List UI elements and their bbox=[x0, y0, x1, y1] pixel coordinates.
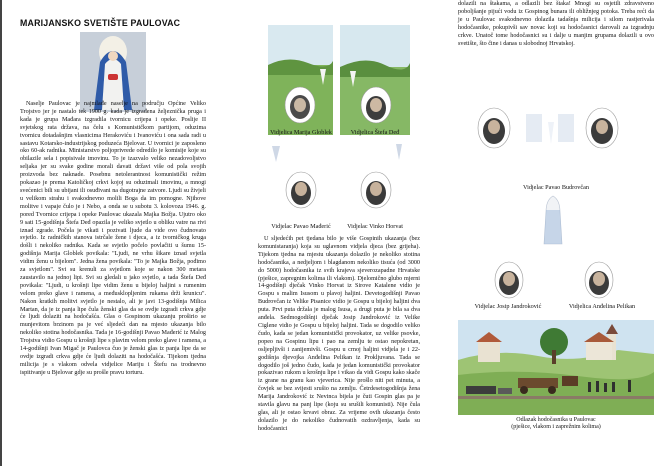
caption-pavao-maderic: Vidjelac Pavao Mađerić bbox=[271, 223, 331, 230]
caption-marija-globlek: Vidjelica Marija Globlek bbox=[270, 129, 332, 136]
caption-andelina-pelikan: Vidjelica Anđelina Pelikan bbox=[568, 303, 636, 310]
pilgrims-paragraph: dolazili na štakama, a odlazili bez štaka! Mnogi su osjetili zdravstveno poboljšanje pijući vodu iz Gospinog bunara ili obližnjeg potoka. Treba reći da je u Paulovac svakodnevno dolazila tadašnja milicija i silom rastjerivala hodočasnike, pokupivši sav novac koji su hodočasnici darovali za izgradnju crkve. Unatoč tome hodočasnici su i dalje u manjim grupama dolazili u ovo svetište, što čine i danas u slobodnoj Hrvatskoj. bbox=[458, 1, 654, 47]
photo-vinko-horvat bbox=[340, 140, 410, 225]
photo-pavao-maderic bbox=[268, 140, 333, 225]
pavao-budrovcan-composite bbox=[462, 100, 648, 186]
caption-painting bbox=[458, 417, 654, 431]
caption-pavao-budrovcan: Vidjelac Pavao Budrovčan bbox=[523, 184, 589, 191]
intro-paragraph: Naselje Paulovac je najmlađe naselje na području Općine Veliko Trojstvo jer je nastalo tek 1900 g. kada je izgrađena željeznička pruga i kada je grupa Mađara izgradila tvornicu crijepa i opeke. Poslije II svjetskog rata država, na čelu s Komunističkom partijom, oduzima tvornicu dotadašnjim vlasnicima Herakoviću i Ivanoviću i ona sada radi u sastavu Kotarsko-industrijskog poduzeća Bjelovar. U tvornici je zaposleno oko 60-ak radnika. Ministarstvo poljoprivrede odredilo je komisije koje su obilazile sela i popisivale imovinu. To je izazvalo veliko nezadovoljstvo seljaka jer su svake godine morali davati državi više od pola svojih proizvoda bez naknade. Posebnu netolerantnost komunistički režim pokazao je prema Katoličkoj crkvi kojoj su oduzimali imovinu, a mnogi svećenici bili su ubijani ili osuđivani na dugotrajne zatvore. Ljudi su živjeli u velikom strahu i svakodnevno molili Boga da im pomogne. Njihove molitve i vapaje čulo je i Nebo, a onda se u subotu 3. kolovoza 1946. g. pored Tvornice crijepa i opeke Paulovac ukazala Majka Božja. Ujutro oko 9 sati 15-godišnja Štefa Deđ opazila je veliko svjetlo u obliku vatre na rivi iznad zgrade. Počela je vikati i pozivati ljude da vide ovo čudnovato svjetlo. Iz radničkih stanova istrčale žene i djeca, a iz tvorničkog kruga došli i nekoliko radnika. Kada se svjetlo počelo povlačiti u šumu 15-godišnja Marija Globlek povikala: "Ljudi, ne vrhu šikare iznad svjetla vidim ženu u bijelom". Jedna žena povikala: "To je Majka Božja, pođimo za svjetlom". Svi su krenuli za svjetlom koje se nakon 300 metara zaustavilo na jednoj lipi. Svi su gledali u jako svjetlo, a tada Štefa Deđ povikala: "Ljudi, u krošnji lipe vidim ženu u bijeloj haljini s rumenim velom preko glave i ramena, a međusklopljenim rukama drži krunicu". Nakon kratkih molitvi svjetlo je nestalo, ali je javi 13-godišnja Milica Martan, da je iz panja lipe čula ženski glas da se ovdje izgradi crkva gdje će ljudi dolaziti na hodočašća. Glas o Gospinom ukazanju proširio se munjevitom brzinom pa je već sljedeći dan na mjesto ukazanja bilo nekoliko stotina hodočasnika. Tada je 16-godišnji Pavao Mađerić iz Malog Trojstva vidio Gospu u krošnji lipe s plavim velom preko glave i ramena, a 14-godišnji Ivan Migač je Paulovca čuo je ženski glas iz panja lipe da se ovdje izgradi crkva gdje će ljudi dolaziti na hodočašća. Tijekom tjedna milicija je s vlakom odvela vidjelice Mariju i Štefu na trodnevno ispitivanje u Bjelovar gdje su prošle pravu torturu. bbox=[20, 101, 206, 376]
photo-stefa-ded bbox=[340, 25, 410, 135]
caption-vinko-horvat: Vidjelac Vinko Horvat bbox=[347, 223, 403, 230]
photo-marija-globlek bbox=[268, 25, 333, 135]
madonna-figure-image bbox=[540, 192, 566, 246]
intro-text-column bbox=[20, 101, 206, 461]
caption-painting-line2: (pješice, vlakom i zaprežnim kolima) bbox=[511, 424, 601, 430]
pilgrims-text-column bbox=[458, 1, 654, 101]
page-left-edge bbox=[0, 0, 2, 466]
pilgrims-painting bbox=[458, 320, 654, 415]
caption-painting-line1: Odlazak hodočasnika u Paulovac bbox=[516, 417, 596, 423]
page-title: MARIJANSKO SVETIŠTE PAULOVAC bbox=[20, 18, 181, 28]
apparitions-text-column bbox=[258, 236, 420, 461]
apparitions-paragraph: U sljedećih pet tjedana bilo je više Gospinih ukazanja (bez komunistaranja) koja su uglavnom vidjela djeca (bez grijeha). Tijekom tjedna na mjestu ukazanja dolazilo je nekoliko stotina hodočasnika, a nedjeljom i blagdanom nekoliko tisuća (od 3000 do 5000) hodočasnika iz svih krajeva sjeverozapadne Hrvatske (pješice, zapregnim kolima ili vlakom). Djelomično glubo mjerni 14-godišnji dječak Vinko Horvat iz Sirove Katalene vidio je Gospu s malim Isusom u plavoj haljini. Devetogodišnji Pavao Budrovčan iz Velike Pisanice vidio je Gospu u bijeloj haljini dva puta. Prvi puta držala je malog Isusa, a drugi puta je bila sa dva anđela. Sedmogodišnji dječak Josip Jandroković iz Velike Ciglene vidio je Gospu u bijeloj haljini. Tada se dogodilo veliko čudo, kada se jedan komunistički provokator, uz velike psovke, popeo na Gospinu lipu i pao na zemlju te ostao nepokretan, osljepljivši i zanijemivši. Gospu u crnoj haljini vidjela je i 22-godišnja djevojka Anđelina Pelikan iz Prokljuvana. Tada se dogodilo još jedno čudo, kada je jedan komunistički provokator pokazivao rukom u krošnju lipe i vikao da vidi Gospu kako skače iz grane na granu kao vjeverica. Nije prošlo niti pet minuta, a čovjek se bez svijesti srušio na zemlju. Četrdesetogodišnja žena Marija Jandroković iz Nevinca bijela je čuti Gospin glas pa je stavila glavu na panj lipe (koju su srušili komunisti). Nije čula glas, ali je ostao krvavi obraz. Za vrijeme ovih ukazanja često dolazilo je do nekoliko čudnovatih ozdravljenja, kada su hodočasnici bbox=[258, 236, 420, 432]
caption-josip-jandrokovic: Vidjelac Josip Jandroković bbox=[474, 303, 542, 310]
caption-stefa-ded: Vidjelica Štefa Deđ bbox=[350, 129, 400, 136]
madonna-statue-image bbox=[80, 32, 146, 112]
